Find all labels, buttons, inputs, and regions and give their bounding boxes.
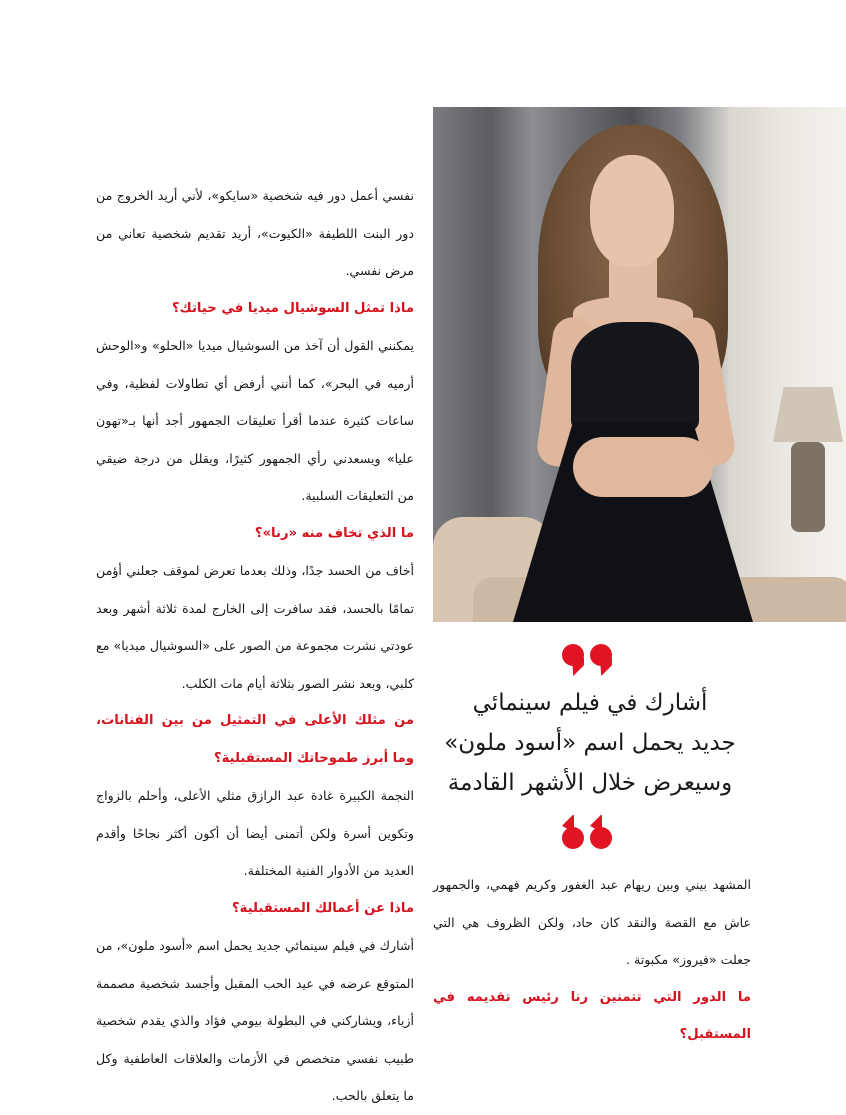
body-paragraph: المشهد بيني وبين ريهام عبد الغفور وكريم فهمي، والجمهور عاش مع القصة والنقد كان حاد، ولكن الظروف هي التي جعلت «فيروز» مكبوتة . xyxy=(433,877,751,967)
article-right-column xyxy=(433,866,751,1054)
body-paragraph: نفسي أعمل دور فيه شخصية «سايكو»، لأني أريد الخروج من دور البنت اللطيفة «الكيوت»، أريد تقديم شخصية تعاني من مرض نفسي. xyxy=(96,188,414,278)
body-paragraph: أخاف من الحسد جدًا، وذلك بعدما تعرض لموقف جعلني أؤمن تمامًا بالحسد، فقد سافرت إلى الخارج لمدة ثلاثة أشهر وبعد عودتي نشرت مجموعة من الصور على «السوشيال ميديا» مع كلبي، وبعد نشر الصور بثلاثة أيام مات الكلب. xyxy=(96,563,414,691)
body-paragraph: النجمة الكبيرة غادة عبد الرازق مثلي الأعلى، وأحلم بالزواج وتكوين أسرة ولكن أتمنى أيضا أن أكون أكثر نجاحًا وأقدم العديد من الأدوار الفنية المختلفة. xyxy=(96,788,414,878)
portrait-photo xyxy=(433,107,846,622)
body-paragraph: يمكنني القول أن آخذ من السوشيال ميديا «الحلو» و«الوحش أرميه في البحر»، كما أنني أرفض أي تطاولات لفظية، وفي ساعات كثيرة عندما أقرأ تعليقات الجمهور أجد أنها بـ«تهون عليا» ويسعدني رأي الجمهور كثيرًا، ويقلل من درجة ضيقي من التعليقات السلبية. xyxy=(96,338,414,503)
question-heading: ماذا تمثل السوشيال ميديا في حياتك؟ xyxy=(172,300,414,316)
question-heading: ما الذي تخاف منه «رنا»؟ xyxy=(254,525,414,541)
question-heading: ما الدور التي تتمنين رنا رئيس تقديمه في المستقبل؟ xyxy=(433,989,751,1042)
pull-quote-line: أشارك في فيلم سينمائي xyxy=(472,690,708,716)
question-heading: ماذا عن أعمالك المستقبلية؟ xyxy=(231,900,414,916)
body-paragraph: أشارك في فيلم سينمائي جديد يحمل اسم «أسود ملون»، من المتوقع عرضه في عيد الحب المقبل وأجسد شخصية مصممة أزياء، ويشاركني في البطولة بيومي فؤاد والذي يقدم شخصية طبيب نفسي متخصص في الأزمات والعلاقات العاطفية وكل ما يتعلق بالحب. xyxy=(96,938,414,1103)
question-heading: من مثلك الأعلى في التمثيل من بين الفنانات، وما أبرز طموحاتك المستقبلية؟ xyxy=(96,713,414,766)
pull-quote xyxy=(430,683,750,803)
opening-quote-icon xyxy=(562,815,614,851)
pull-quote-line: وسيعرض خلال الأشهر القادمة xyxy=(447,770,733,796)
closing-quote-icon xyxy=(562,644,614,680)
pull-quote-line: جديد يحمل اسم «أسود ملون» xyxy=(444,730,736,756)
article-left-column xyxy=(96,177,414,1115)
